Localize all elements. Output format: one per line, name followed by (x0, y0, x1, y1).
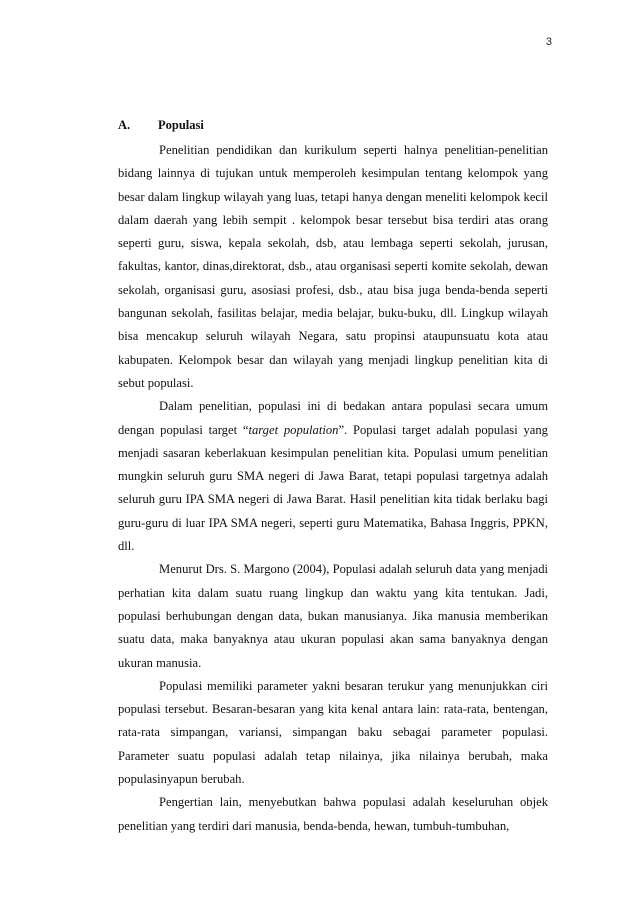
paragraph: Pengertian lain, menyebutkan bahwa populasi adalah keseluruhan objek penelitian yang terdiri dari manusia, benda-benda, hewan, tumbuh-tumbuhan, (118, 795, 548, 833)
italic-term: target population (248, 422, 339, 437)
paragraph: Menurut Drs. S. Margono (2004), Populasi adalah seluruh data yang menjadi perhatian kita dalam suatu ruang lingkup dan waktu yang kita tentukan. Jadi, populasi berhubungan dengan data, bukan manusianya. Jika manusia memberikan suatu data, maka banyaknya atau ukuran populasi akan sama banyaknya dengan ukuran manusia. (118, 562, 548, 670)
paragraph (118, 395, 548, 558)
paragraph-text: Dalam penelitian, populasi ini di bedakan antara populasi secara umum dengan populasi target “ (118, 399, 548, 437)
paragraph-text: ”. Populasi target adalah populasi yang menjadi sasaran keberlakuan kesimpulan penelitian kita. Populasi umum penelitian mungkin seluruh guru SMA negeri di Jawa Barat, tetapi populasi targetnya adalah seluruh guru IPA SMA negeri di Jawa Barat. Hasil penelitian kita tidak berlaku bagi guru-guru di luar IPA SMA negeri, seperti guru Matematika, Bahasa Inggris, PPKN, dll. (118, 422, 548, 554)
paragraph: Penelitian pendidikan dan kurikulum seperti halnya penelitian-penelitian bidang lainnya di tujukan untuk memperoleh kesimpulan tentang kelompok yang besar dalam lingkup wilayah yang luas, tetapi hanya dengan meneliti kelompok kecil dalam daerah yang lebih sempit . kelompok besar tersebut bisa terdiri atas orang seperti guru, siswa, kepala sekolah, dsb, atau lembaga seperti sekolah, jurusan, fakultas, kantor, dinas,direktorat, dsb., atau organisasi seperti komite sekolah, dewan sekolah, organisasi guru, asosiasi profesi, dsb., atau bisa juga benda-benda seperti bangunan sekolah, fasilitas belajar, media belajar, buku-buku, dll. Lingkup wilayah bisa mencakup seluruh wilayah Negara, satu propinsi ataupunsuatu kota atau kabupaten. Kelompok besar dan wilayah yang menjadi lingkup penelitian kita di sebut populasi. (118, 143, 548, 390)
section-number: A. (118, 118, 131, 132)
section-body (118, 139, 548, 838)
page-number: 3 (545, 36, 552, 48)
section-title: Populasi (158, 118, 204, 132)
paragraph: Populasi memiliki parameter yakni besaran terukur yang menunjukkan ciri populasi tersebut. Besaran-besaran yang kita kenal antara lain: rata-rata, bentengan, rata-rata simpangan, variansi, simpangan baku sebagai parameter populasi. Parameter suatu populasi adalah tetap nilainya, jika nilainya berubah, maka populasinyapun berubah. (118, 678, 548, 787)
section-heading (118, 118, 204, 133)
